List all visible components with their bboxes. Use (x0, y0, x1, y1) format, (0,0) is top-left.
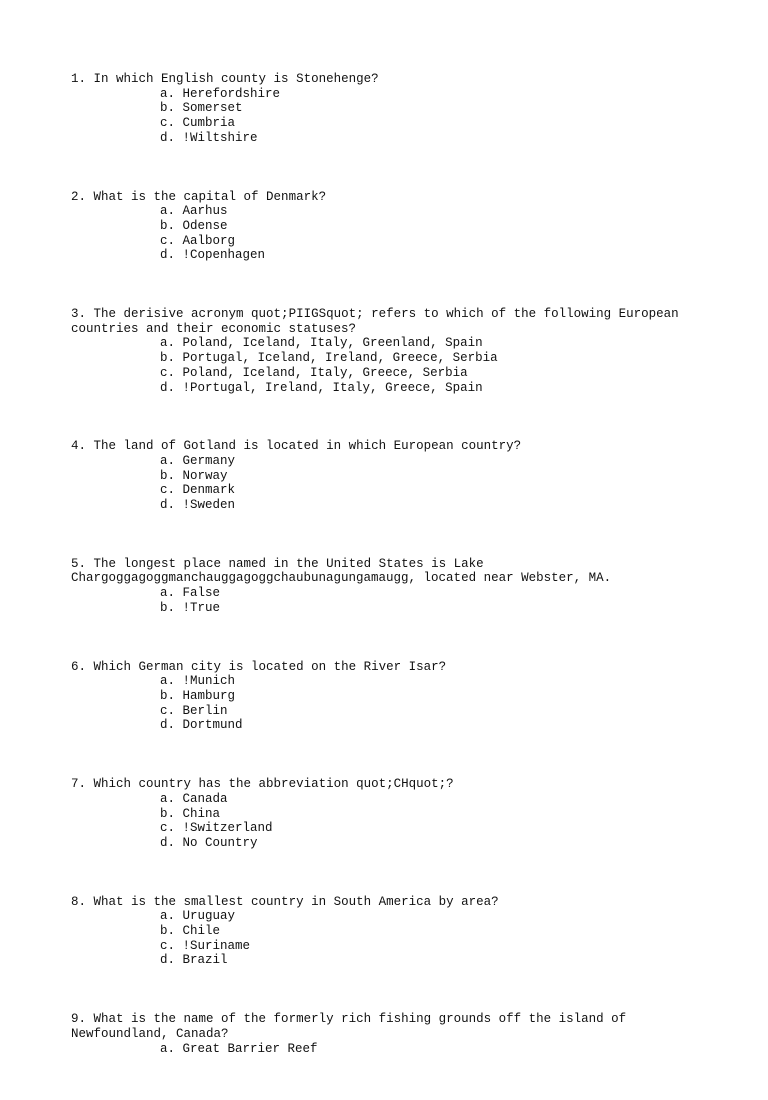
option-letter: d. (160, 380, 176, 395)
question-number: 5. (71, 556, 87, 571)
answer-option (71, 601, 711, 616)
question-number: 6. (71, 659, 87, 674)
option-text: Somerset (182, 101, 243, 116)
answer-option (71, 939, 711, 954)
question-body: The derisive acronym quot;PIIGSquot; refers to which of the following European countries and their economic statuses? (71, 307, 687, 336)
answer-option (71, 116, 711, 131)
answer-option (71, 836, 711, 851)
answer-option (71, 469, 711, 484)
option-text: !Portugal, Ireland, Italy, Greece, Spain (182, 380, 483, 395)
option-letter: a. (160, 86, 176, 101)
question-text (71, 777, 711, 792)
question-number: 2. (71, 189, 87, 204)
option-text: Portugal, Iceland, Ireland, Greece, Serbia (182, 351, 498, 366)
answer-options (71, 87, 711, 146)
question-body: What is the name of the formerly rich fishing grounds off the island of Newfoundland, Canada? (71, 1012, 634, 1041)
quiz-question-6 (71, 660, 711, 734)
answer-option (71, 689, 711, 704)
answer-option (71, 807, 711, 822)
quiz-question-3 (71, 307, 711, 395)
question-number: 4. (71, 439, 87, 454)
option-text: Aalborg (182, 233, 236, 248)
option-letter: b. (160, 351, 176, 366)
option-text: Poland, Iceland, Italy, Greenland, Spain (182, 336, 483, 351)
option-letter: b. (160, 806, 176, 821)
question-text (71, 307, 711, 336)
quiz-question-4 (71, 439, 711, 513)
option-letter: c. (160, 483, 176, 498)
answer-options (71, 336, 711, 395)
option-letter: b. (160, 600, 176, 615)
option-text: China (182, 806, 221, 821)
answer-options (71, 586, 711, 615)
question-text (71, 190, 711, 205)
option-letter: b. (160, 688, 176, 703)
option-text: Cumbria (182, 116, 236, 131)
quiz-question-5 (71, 557, 711, 616)
answer-option (71, 87, 711, 102)
question-text (71, 660, 711, 675)
option-letter: d. (160, 248, 176, 263)
question-body: What is the capital of Denmark? (93, 189, 327, 204)
option-letter: d. (160, 953, 176, 968)
answer-option (71, 234, 711, 249)
option-letter: c. (160, 703, 176, 718)
option-text: Norway (182, 468, 228, 483)
answer-option (71, 718, 711, 733)
question-list (71, 72, 711, 1056)
option-text: !Sweden (182, 498, 236, 513)
option-letter: d. (160, 130, 176, 145)
answer-options (71, 674, 711, 733)
question-number: 3. (71, 307, 87, 322)
answer-option (71, 101, 711, 116)
question-number: 7. (71, 777, 87, 792)
answer-option (71, 483, 711, 498)
option-text: False (182, 586, 221, 601)
option-text: Canada (182, 791, 228, 806)
option-letter: d. (160, 835, 176, 850)
quiz-question-7 (71, 777, 711, 851)
answer-option (71, 131, 711, 146)
question-text (71, 557, 711, 586)
answer-option (71, 924, 711, 939)
answer-option (71, 792, 711, 807)
quiz-question-9 (71, 1012, 711, 1056)
option-letter: a. (160, 1041, 176, 1056)
option-text: !Suriname (182, 938, 251, 953)
question-body: The land of Gotland is located in which European country? (93, 439, 522, 454)
option-letter: c. (160, 938, 176, 953)
answer-options (71, 792, 711, 851)
option-letter: a. (160, 791, 176, 806)
quiz-question-2 (71, 190, 711, 264)
option-text: Denmark (182, 483, 236, 498)
option-letter: d. (160, 718, 176, 733)
answer-option (71, 351, 711, 366)
option-letter: a. (160, 204, 176, 219)
option-text: Germany (182, 453, 236, 468)
question-body: What is the smallest country in South America by area? (93, 894, 499, 909)
answer-option (71, 336, 711, 351)
option-letter: b. (160, 924, 176, 939)
quiz-document (71, 72, 711, 1100)
question-text (71, 439, 711, 454)
question-text (71, 1012, 711, 1041)
option-text: Hamburg (182, 688, 236, 703)
option-letter: c. (160, 116, 176, 131)
question-number: 1. (71, 72, 87, 86)
answer-option (71, 953, 711, 968)
option-letter: d. (160, 498, 176, 513)
option-text: !Switzerland (182, 821, 273, 836)
option-letter: c. (160, 821, 176, 836)
answer-option (71, 674, 711, 689)
option-text: Aarhus (182, 204, 228, 219)
option-letter: b. (160, 218, 176, 233)
question-number: 8. (71, 894, 87, 909)
option-letter: c. (160, 233, 176, 248)
question-body: The longest place named in the United States is Lake Chargoggagoggmanchauggagoggchaubunagungamaugg, located near Webster, MA. (71, 556, 612, 586)
option-letter: a. (160, 909, 176, 924)
answer-option (71, 366, 711, 381)
option-letter: a. (160, 674, 176, 689)
answer-options (71, 1042, 711, 1057)
option-letter: c. (160, 365, 176, 380)
option-text: !True (182, 600, 221, 615)
answer-option (71, 821, 711, 836)
option-text: !Copenhagen (182, 248, 266, 263)
answer-options (71, 909, 711, 968)
option-letter: a. (160, 586, 176, 601)
option-letter: b. (160, 468, 176, 483)
answer-option (71, 454, 711, 469)
option-text: Chile (182, 924, 221, 939)
question-body: Which country has the abbreviation quot;CHquot;? (93, 777, 454, 792)
answer-option (71, 704, 711, 719)
answer-option (71, 586, 711, 601)
quiz-question-8 (71, 895, 711, 969)
question-number: 9. (71, 1012, 87, 1027)
option-letter: a. (160, 336, 176, 351)
option-letter: b. (160, 101, 176, 116)
option-text: Dortmund (182, 718, 243, 733)
question-body: In which English county is Stonehenge? (93, 72, 379, 86)
option-text: Brazil (182, 953, 228, 968)
answer-option (71, 219, 711, 234)
answer-option (71, 381, 711, 396)
option-text: !Munich (182, 674, 236, 689)
question-body: Which German city is located on the River Isar? (93, 659, 447, 674)
option-text: Uruguay (182, 909, 236, 924)
quiz-question-1 (71, 72, 711, 146)
answer-option (71, 909, 711, 924)
answer-options (71, 454, 711, 513)
option-text: Odense (182, 218, 228, 233)
answer-options (71, 204, 711, 263)
option-text: Berlin (182, 703, 228, 718)
answer-option (71, 204, 711, 219)
option-text: No Country (182, 835, 258, 850)
option-text: Great Barrier Reef (182, 1041, 318, 1056)
answer-option (71, 1042, 711, 1057)
answer-option (71, 498, 711, 513)
option-text: Poland, Iceland, Italy, Greece, Serbia (182, 365, 468, 380)
option-text: Herefordshire (182, 86, 281, 101)
option-text: !Wiltshire (182, 130, 258, 145)
question-text (71, 895, 711, 910)
answer-option (71, 248, 711, 263)
question-text (71, 72, 711, 87)
option-letter: a. (160, 453, 176, 468)
